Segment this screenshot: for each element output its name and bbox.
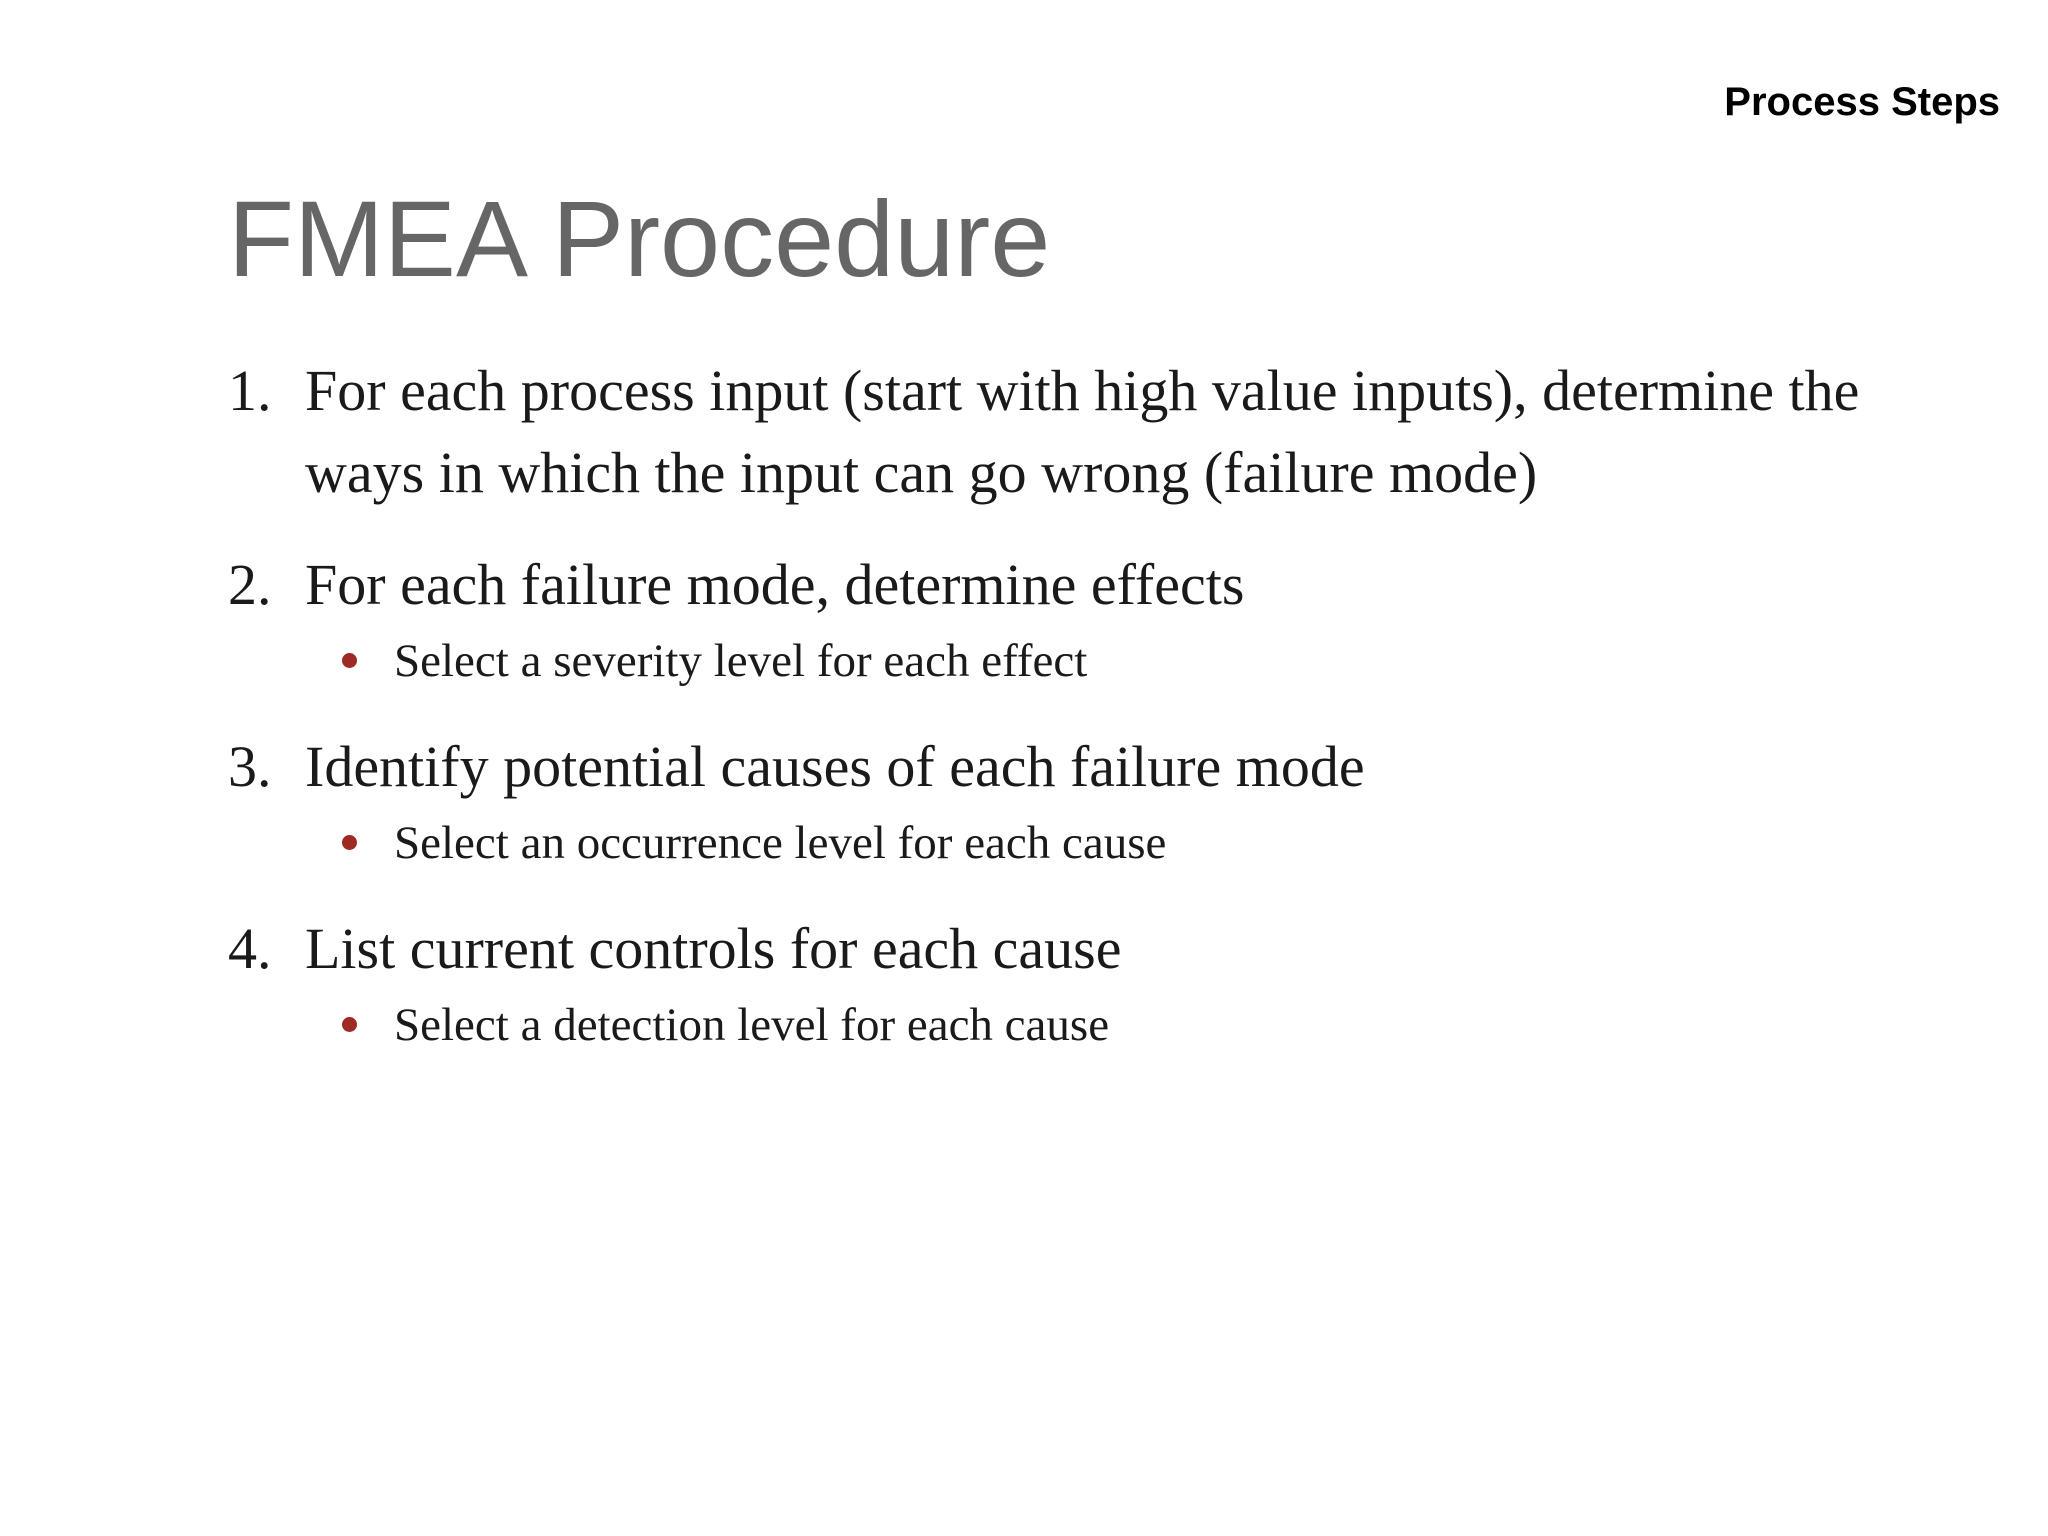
step-text: Identify potential causes of each failure mode [305,734,1365,799]
sub-item [305,990,1948,1060]
step-number: 1. [228,358,272,423]
step-item [228,726,1948,878]
sub-item [305,808,1948,878]
steps-list [228,350,1948,1090]
bullet-icon [342,1017,357,1032]
step-item [228,908,1948,1060]
sub-item-text: Select a severity level for each effect [394,635,1088,687]
step-text: For each failure mode, determine effects [305,552,1245,617]
bullet-icon [342,835,357,850]
step-number: 3. [228,734,272,799]
step-number: 4. [228,916,272,981]
step-item [228,350,1948,514]
step-text: For each process input (start with high value inputs), determine the ways in which the input can go wrong (failure mode) [305,358,1860,505]
step-text: List current controls for each cause [305,916,1122,981]
bullet-icon [342,653,357,668]
section-label: Process Steps [1724,80,2000,124]
sub-item-text: Select a detection level for each cause [394,999,1110,1051]
sub-list [305,626,1948,696]
step-item [228,544,1948,696]
slide-title: FMEA Procedure [228,178,1051,299]
sub-list [305,808,1948,878]
sub-item [305,626,1948,696]
sub-item-text: Select an occurrence level for each cause [394,817,1167,869]
sub-list [305,990,1948,1060]
step-number: 2. [228,552,272,617]
